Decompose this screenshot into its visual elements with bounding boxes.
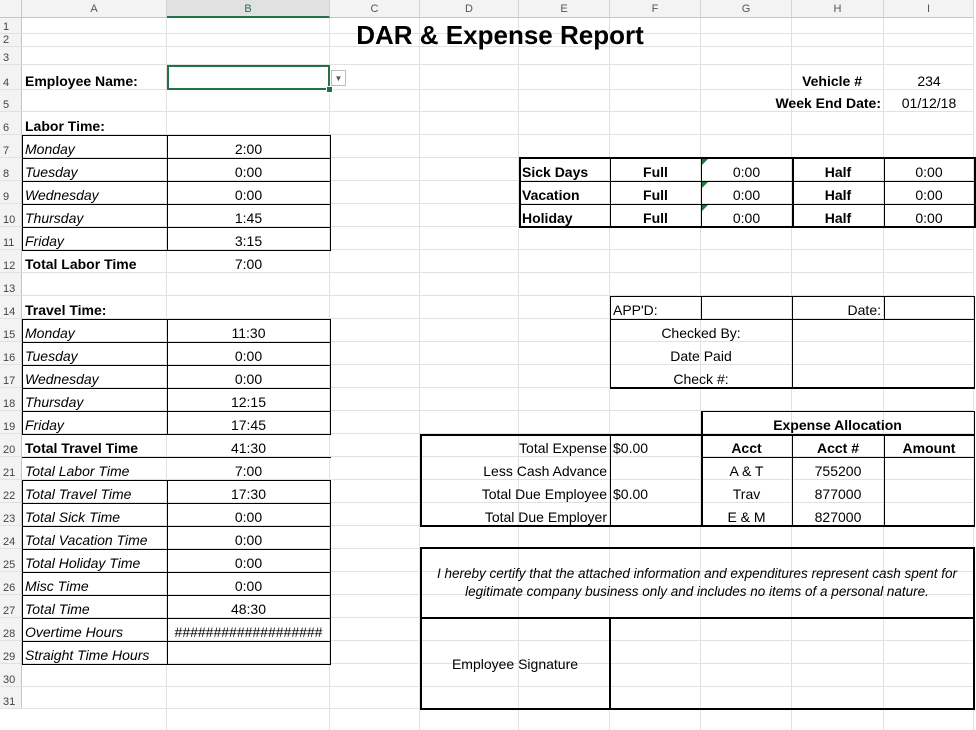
border-line: [420, 434, 422, 526]
leave-full-value[interactable]: 0:00: [732, 187, 761, 203]
date-paid-input[interactable]: [792, 342, 974, 365]
border-line: [519, 226, 975, 228]
expense-allocation-title: Expense Allocation: [773, 417, 902, 433]
border-line: [22, 135, 23, 251]
select-all-corner[interactable]: [0, 0, 22, 18]
border-line: [22, 181, 331, 182]
checked-by-label: Checked By:: [661, 325, 741, 341]
checked-by-input[interactable]: [792, 319, 974, 342]
expense-row-value[interactable]: [610, 457, 701, 480]
row-header-22[interactable]: 22: [0, 480, 22, 503]
total-labor-value[interactable]: 7:00: [234, 256, 263, 272]
border-line: [610, 434, 611, 526]
appd-label: APP'D:: [613, 302, 658, 318]
row-header-25[interactable]: 25: [0, 549, 22, 572]
border-line: [22, 250, 331, 251]
leave-type-label: Sick Days: [522, 164, 589, 180]
labor-day-label: Thursday: [25, 210, 84, 226]
vehicle-value[interactable]: 234: [917, 73, 941, 89]
border-line: [22, 319, 331, 320]
border-line: [609, 617, 611, 710]
row-header-20[interactable]: 20: [0, 434, 22, 457]
travel-day-time[interactable]: 11:30: [231, 325, 266, 341]
labor-day-time[interactable]: 2:00: [234, 141, 263, 157]
row-header-12[interactable]: 12: [0, 250, 22, 273]
column-header-g[interactable]: G: [701, 0, 792, 18]
leave-full-label: Full: [643, 187, 668, 203]
check-number-input[interactable]: [792, 365, 974, 388]
border-line: [884, 296, 885, 319]
labor-time-title: Labor Time:: [25, 118, 105, 134]
border-line: [420, 547, 422, 710]
border-line: [420, 617, 975, 619]
labor-day-label: Friday: [25, 233, 64, 249]
border-line: [22, 549, 331, 550]
summary-value[interactable]: 0:00: [234, 532, 263, 548]
border-line: [22, 480, 23, 665]
labor-day-time[interactable]: 1:45: [234, 210, 263, 226]
border-line: [22, 457, 331, 458]
column-header-i[interactable]: I: [884, 0, 974, 18]
column-header-a[interactable]: A: [22, 0, 167, 18]
account-amount[interactable]: [884, 480, 974, 503]
border-line: [22, 572, 331, 573]
leave-half-value[interactable]: 0:00: [915, 187, 943, 203]
account-name: A & T: [729, 463, 764, 479]
column-header-f[interactable]: F: [610, 0, 701, 18]
travel-day-label: Thursday: [25, 394, 84, 410]
summary-value[interactable]: 7:00: [234, 463, 263, 479]
summary-value[interactable]: 0:00: [234, 578, 263, 594]
leave-half-value[interactable]: 0:00: [915, 210, 943, 226]
travel-day-label: Wednesday: [25, 371, 99, 387]
row-header-16[interactable]: 16: [0, 342, 22, 365]
row-header-17[interactable]: 17: [0, 365, 22, 388]
border-line: [22, 342, 331, 343]
summary-value[interactable]: 48:30: [230, 601, 267, 617]
summary-label: Total Labor Time: [25, 463, 130, 479]
expense-row-value[interactable]: [610, 503, 701, 526]
comment-indicator-icon: [702, 182, 708, 188]
column-header-b[interactable]: B: [167, 0, 330, 18]
border-line: [22, 664, 331, 665]
expense-row-label: Total Due Employer: [484, 509, 607, 525]
row-header-26[interactable]: 26: [0, 572, 22, 595]
active-cell-selection[interactable]: [167, 65, 330, 90]
account-name: Trav: [732, 486, 761, 502]
border-line: [22, 618, 331, 619]
border-line: [701, 411, 703, 526]
border-line: [792, 434, 793, 526]
amount-header: Amount: [902, 440, 956, 456]
border-line: [420, 708, 975, 710]
travel-time-title: Travel Time:: [25, 302, 107, 318]
comment-indicator-icon: [702, 159, 708, 165]
border-line: [22, 158, 331, 159]
border-line: [22, 388, 331, 389]
border-line: [22, 204, 331, 205]
approval-date-input[interactable]: [884, 296, 974, 319]
border-line: [701, 411, 975, 412]
acct-header: Acct: [731, 440, 762, 456]
account-amount[interactable]: [884, 503, 974, 526]
travel-day-time[interactable]: 12:15: [230, 394, 267, 410]
summary-label: Total Vacation Time: [25, 532, 148, 548]
week-end-value[interactable]: 01/12/18: [901, 95, 957, 111]
border-line: [167, 480, 168, 665]
certification-text: I hereby certify that the attached information and expenditures represent cash spent for legitimate company business only and includes no items of a personal nature.: [436, 566, 958, 599]
travel-day-time[interactable]: 0:00: [234, 371, 263, 387]
row-header-31[interactable]: 31: [0, 687, 22, 709]
border-line: [974, 411, 975, 526]
border-line: [701, 157, 702, 228]
row-header-4[interactable]: 4: [0, 65, 22, 90]
report-title: DAR & Expense Report: [356, 19, 644, 50]
expense-row-value[interactable]: $0.00: [613, 486, 649, 502]
leave-full-label: Full: [643, 210, 668, 226]
labor-day-label: Wednesday: [25, 187, 99, 203]
border-line: [167, 135, 168, 251]
travel-day-time[interactable]: 0:00: [234, 348, 263, 364]
week-end-label: Week End Date:: [775, 95, 881, 111]
row-header-23[interactable]: 23: [0, 503, 22, 526]
appd-input[interactable]: [701, 296, 792, 319]
dropdown-arrow-icon[interactable]: ▼: [331, 70, 346, 86]
row-header-1[interactable]: 1: [0, 18, 22, 34]
summary-value[interactable]: ###################: [174, 624, 323, 640]
account-amount[interactable]: [884, 457, 974, 480]
row-header-5[interactable]: 5: [0, 90, 22, 112]
row-header-14[interactable]: 14: [0, 296, 22, 319]
leave-half-label: Half: [824, 187, 852, 203]
border-line: [22, 434, 331, 435]
border-line: [420, 547, 975, 549]
border-line: [792, 157, 794, 228]
date-paid-label: Date Paid: [670, 348, 732, 364]
total-labor-label: Total Labor Time: [25, 256, 137, 272]
summary-label: Overtime Hours: [25, 624, 124, 640]
comment-indicator-icon: [702, 205, 708, 211]
leave-half-label: Half: [824, 210, 852, 226]
summary-label: Total Sick Time: [25, 509, 121, 525]
summary-label: Misc Time: [25, 578, 89, 594]
leave-type-label: Holiday: [522, 210, 573, 226]
employee-name-label: Employee Name:: [25, 73, 138, 89]
travel-day-label: Tuesday: [25, 348, 78, 364]
summary-label: Straight Time Hours: [25, 647, 150, 663]
fill-handle[interactable]: [326, 86, 333, 93]
account-number: 877000: [814, 486, 862, 502]
row-header-6[interactable]: 6: [0, 112, 22, 135]
approval-date-label: Date:: [847, 302, 881, 318]
signature-field[interactable]: [610, 618, 974, 709]
row-header-2[interactable]: 2: [0, 34, 22, 47]
travel-day-label: Monday: [25, 325, 75, 341]
border-line: [22, 411, 331, 412]
border-line: [22, 480, 331, 481]
summary-value[interactable]: 0:00: [234, 509, 263, 525]
border-line: [884, 434, 885, 526]
border-line: [519, 157, 975, 159]
row-header-29[interactable]: 29: [0, 641, 22, 664]
vehicle-label: Vehicle #: [802, 73, 862, 89]
row-header-9[interactable]: 9: [0, 181, 22, 204]
row-header-3[interactable]: 3: [0, 47, 22, 65]
row-header-21[interactable]: 21: [0, 457, 22, 480]
travel-day-time[interactable]: 17:45: [230, 417, 267, 433]
border-line: [610, 296, 611, 388]
row-header-18[interactable]: 18: [0, 388, 22, 411]
border-line: [22, 135, 331, 136]
summary-value[interactable]: 17:30: [230, 486, 267, 502]
leave-full-label: Full: [643, 164, 668, 180]
row-header-30[interactable]: 30: [0, 664, 22, 687]
border-line: [519, 157, 521, 228]
expense-row-label: Total Expense: [519, 440, 607, 456]
border-line: [701, 296, 702, 319]
leave-full-value[interactable]: 0:00: [732, 164, 761, 180]
labor-day-time[interactable]: 0:00: [234, 164, 263, 180]
border-line: [330, 480, 331, 665]
summary-label: Total Travel Time: [25, 486, 132, 502]
account-name: E & M: [727, 509, 766, 525]
row-header-11[interactable]: 11: [0, 227, 22, 250]
leave-half-value[interactable]: 0:00: [915, 164, 943, 180]
row-header-13[interactable]: 13: [0, 273, 22, 296]
border-line: [167, 319, 168, 435]
summary-value[interactable]: 0:00: [234, 555, 263, 571]
labor-day-time[interactable]: 0:00: [234, 187, 263, 203]
column-header-h[interactable]: H: [792, 0, 884, 18]
row-header-28[interactable]: 28: [0, 618, 22, 641]
account-number: 755200: [814, 463, 862, 479]
border-line: [22, 503, 331, 504]
row-header-7[interactable]: 7: [0, 135, 22, 158]
border-line: [22, 526, 331, 527]
border-line: [22, 365, 331, 366]
expense-row-label: Total Due Employee: [481, 486, 607, 502]
labor-day-label: Monday: [25, 141, 75, 157]
labor-day-label: Tuesday: [25, 164, 78, 180]
border-line: [701, 457, 975, 458]
border-line: [610, 157, 611, 228]
labor-day-time[interactable]: 3:15: [234, 233, 263, 249]
row-header-15[interactable]: 15: [0, 319, 22, 342]
border-line: [973, 547, 975, 710]
acct-number-header: Acct #: [816, 440, 860, 456]
border-line: [330, 319, 331, 435]
border-line: [884, 157, 885, 228]
summary-label: Total Time: [25, 601, 90, 617]
check-number-label: Check #:: [673, 371, 729, 387]
row-header-10[interactable]: 10: [0, 204, 22, 227]
leave-half-label: Half: [824, 164, 852, 180]
expense-row-label: Less Cash Advance: [483, 463, 607, 479]
column-header-d[interactable]: D: [420, 0, 519, 18]
border-line: [330, 135, 331, 251]
border-line: [22, 641, 331, 642]
column-header-e[interactable]: E: [519, 0, 610, 18]
expense-row-value[interactable]: $0.00: [613, 440, 649, 456]
row-header-27[interactable]: 27: [0, 595, 22, 618]
border-line: [22, 227, 331, 228]
signature-label: Employee Signature: [451, 655, 579, 672]
border-line: [519, 204, 975, 205]
row-header-8[interactable]: 8: [0, 158, 22, 181]
border-line: [519, 181, 975, 182]
total-travel-label: Total Travel Time: [25, 440, 139, 456]
border-line: [22, 595, 331, 596]
account-number: 827000: [814, 509, 862, 525]
border-line: [22, 319, 23, 435]
row-header-24[interactable]: 24: [0, 526, 22, 549]
travel-day-label: Friday: [25, 417, 64, 433]
column-header-c[interactable]: C: [330, 0, 420, 18]
border-line: [792, 296, 793, 388]
row-header-19[interactable]: 19: [0, 411, 22, 434]
border-line: [974, 296, 975, 388]
border-line: [420, 525, 975, 527]
total-travel-value[interactable]: 41:30: [230, 440, 267, 456]
leave-full-value[interactable]: 0:00: [732, 210, 761, 226]
leave-type-label: Vacation: [522, 187, 580, 203]
summary-label: Total Holiday Time: [25, 555, 141, 571]
border-line: [420, 434, 975, 436]
summary-value[interactable]: [167, 641, 330, 664]
